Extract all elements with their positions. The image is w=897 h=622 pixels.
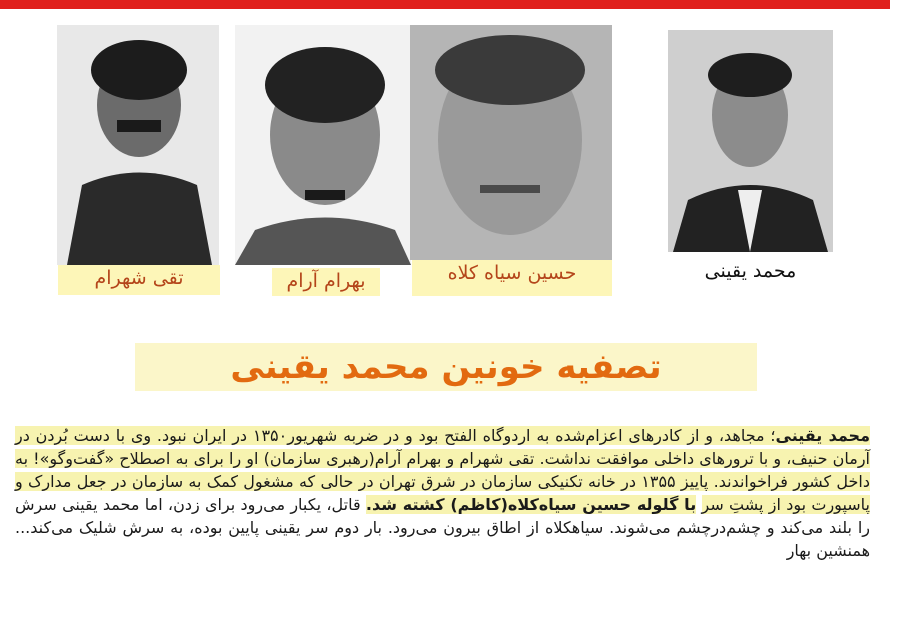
article-text-continued: قاتل، یکبار می‌رود برای زدن، اما محمد یقینی سرش را بلند می‌کند و چشم‌درچشم می‌شوند. سیاهکلاه از اطاق بیرون می‌رود. بار دوم سر یقینی پایین بوده، به سرش شلیک می‌کند... همنشین بهار (15, 495, 870, 560)
photo-caption: حسین سیاه کلاه (412, 260, 612, 296)
article-text: ؛ مجاهد، و از کادرهای اعزام‌شده به اردوگاه الفتح بود و در ضربه شهریور۱۳۵۰ در ایران نبود. وی با دست بُردن در آرمان حنیف، و با ترورهای داخلی موافقت نداشت. تقی شهرام و بهرام آرام(رهبری سازمان) او را برای به اصطلاح «گفت‌وگو»! به داخل کشور فراخواندند. پاییز ۱۳۵۵ در خانه تکنیکی سازمان در شرق تهران در حالی که مشغول کمک به سازمان در جعل مدارک و پاسپورت بود از پشتِ سر (15, 426, 871, 514)
portrait-photo-icon (235, 25, 411, 265)
portrait-photo-icon (410, 25, 612, 260)
photo-caption: بهرام آرام (272, 268, 380, 296)
headline-banner (135, 343, 757, 391)
article-bold-name: محمد یقینی (775, 426, 870, 445)
photo-caption: تقی شهرام (58, 265, 220, 295)
article-bold-killed: با گلوله حسین سیاه‌کلاه(کاظم) کشته شد. (365, 495, 697, 514)
page-title: تصفیه خونین محمد یقینی (230, 347, 662, 387)
portrait-photo-icon (668, 30, 833, 252)
article-body (15, 424, 870, 562)
top-red-bar (0, 0, 890, 9)
portrait-photo-icon (57, 25, 219, 265)
photo-caption: محمد یقینی (704, 260, 797, 282)
